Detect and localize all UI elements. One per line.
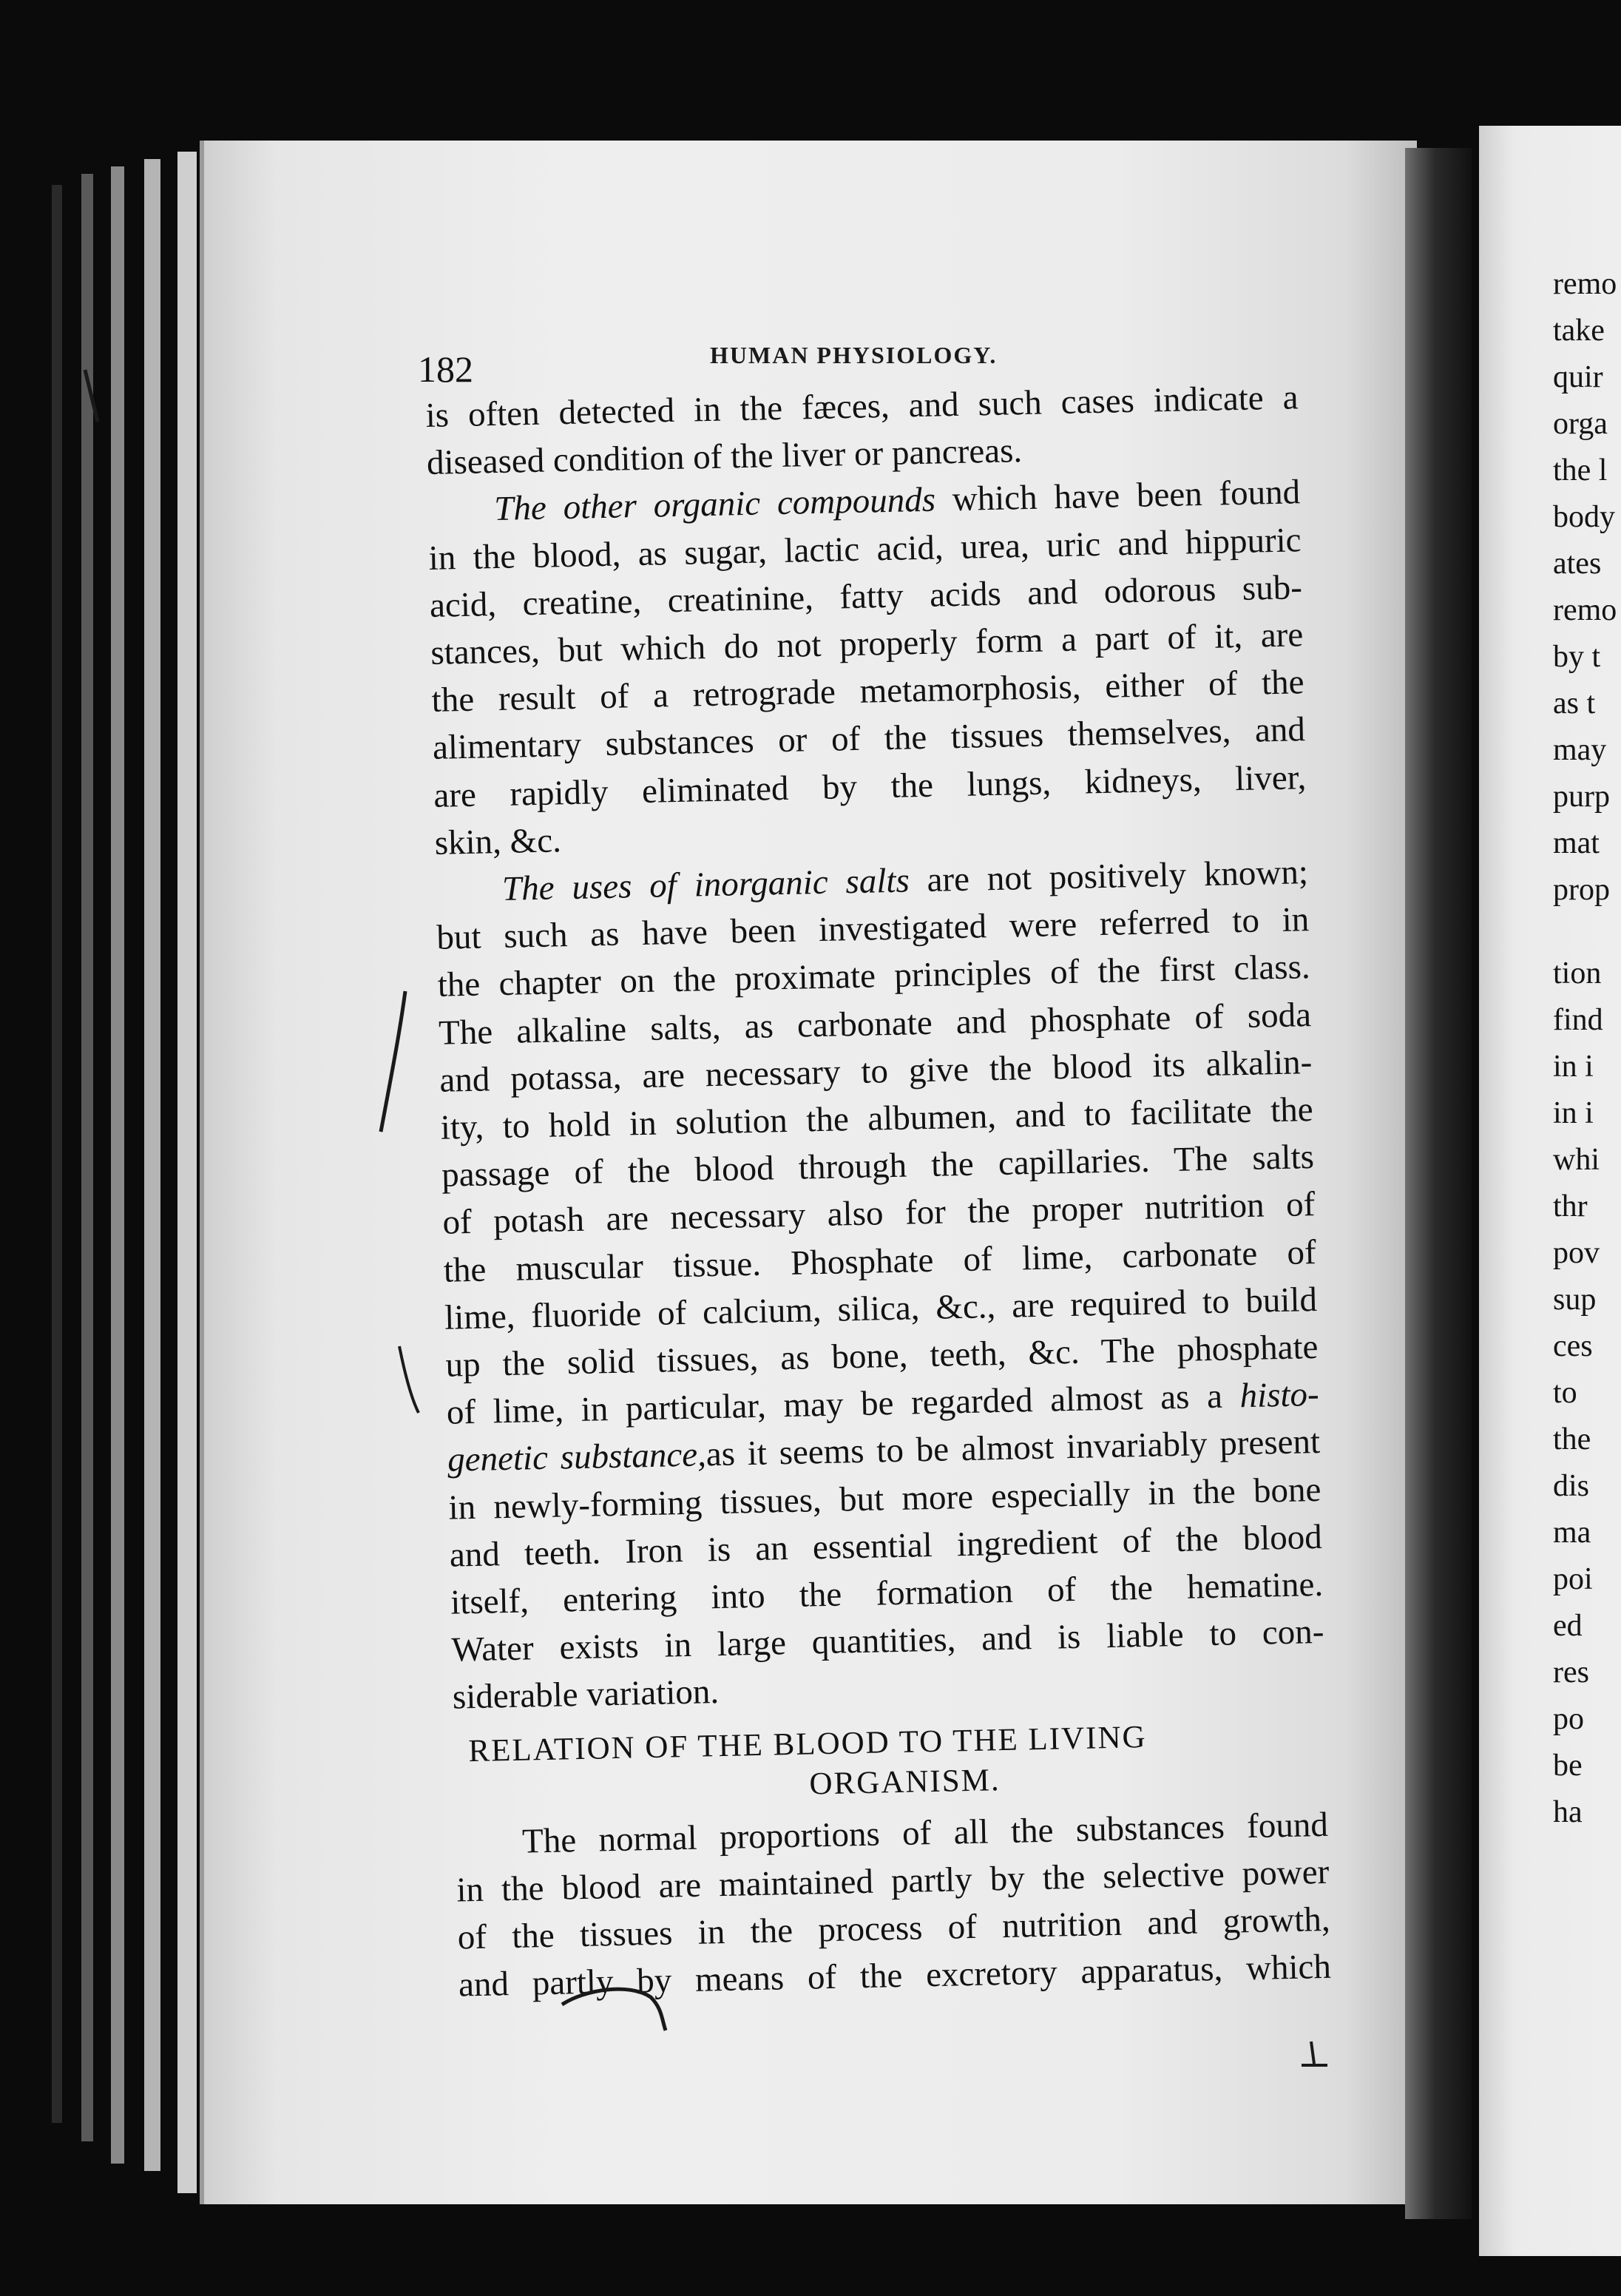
facing-page-fragment: ces — [1553, 1329, 1593, 1363]
page-edge — [177, 152, 197, 2193]
text-span: are not positively known; — [909, 853, 1309, 900]
text-line: acid, creatine, creatinine, fatty acids and odorous sub- — [429, 568, 1303, 625]
facing-page — [1479, 126, 1621, 2256]
text-line: and potassa, are necessary to give the blood its alkalin- — [439, 1042, 1313, 1100]
facing-page-fragment: purp — [1553, 780, 1610, 814]
facing-page-fragment: orga — [1553, 407, 1608, 441]
facing-page-fragment: sup — [1553, 1283, 1597, 1317]
text-line: ity, to hold in solution the albumen, and to facilitate the — [440, 1090, 1314, 1147]
facing-page-fragment: the — [1553, 1422, 1591, 1456]
text-line: but such as have been investigated were referred to in — [436, 900, 1310, 958]
text-line: and teeth. Iron is an essential ingredient of the blood — [449, 1517, 1323, 1575]
text-line: are rapidly eliminated by the lungs, kidneys, liver, — [433, 757, 1307, 815]
section-heading-continued: ORGANISM. — [809, 1762, 1001, 1802]
section-heading: RELATION OF THE BLOOD TO THE LIVING — [467, 1719, 1148, 1769]
italic-term: genetic substance, — [447, 1435, 707, 1480]
facing-page-fragment: whi — [1553, 1143, 1600, 1177]
text-line: skin, &c. — [434, 821, 562, 862]
facing-page-fragment: po — [1553, 1702, 1584, 1736]
text-line: and partly by means of the excretory apparatus, which — [458, 1948, 1332, 2005]
text-line: Water exists in large quantities, and is liable to con- — [451, 1613, 1324, 1669]
facing-page-fragment: ma — [1553, 1516, 1591, 1550]
facing-page-fragment: ed — [1553, 1609, 1583, 1643]
running-title: HUMAN PHYSIOLOGY. — [710, 342, 998, 368]
text-line: the result of a retrograde metamorphosis, either of the — [431, 663, 1305, 720]
italic-lead: The uses of inorganic salts — [501, 861, 910, 908]
text-line: the muscular tissue. Phosphate of lime, carbonate of — [443, 1232, 1317, 1290]
text-line: siderable variation. — [452, 1672, 720, 1718]
facing-page-fragment: quir — [1553, 360, 1603, 394]
facing-page-fragment: ha — [1553, 1795, 1583, 1829]
page-number: 182 — [418, 348, 473, 390]
facing-page-fragment: body — [1553, 500, 1615, 534]
page-body — [425, 374, 1332, 2009]
text-line: up the solid tissues, as bone, teeth, &c. The phosphate — [445, 1328, 1319, 1385]
facing-page-fragment: pov — [1553, 1236, 1600, 1270]
facing-page-fragment: by t — [1553, 640, 1601, 674]
book-gutter — [1405, 148, 1472, 2219]
facing-page-fragment: the l — [1553, 453, 1608, 487]
facing-page-fragment: dis — [1553, 1469, 1590, 1503]
paragraph-2 — [427, 469, 1307, 867]
page-edge — [111, 166, 124, 2164]
facing-page-fragment: be — [1553, 1749, 1583, 1783]
text-line: is often detected in the fæces, and such cases indicate a — [425, 378, 1299, 435]
facing-page-fragment: in i — [1553, 1096, 1594, 1130]
paragraph-1 — [425, 374, 1299, 487]
text-line: diseased condition of the liver or pancreas. — [426, 431, 1023, 483]
italic-term: histo- — [1239, 1375, 1320, 1416]
page-edge — [144, 159, 160, 2171]
facing-page-fragment: res — [1553, 1655, 1589, 1689]
page-edge — [52, 185, 62, 2123]
text-span: as it seems to be almost invariably present — [705, 1422, 1321, 1474]
facing-page-fragment: prop — [1553, 873, 1610, 907]
facing-page-fragment: mat — [1553, 826, 1600, 860]
text-span: of lime, in particular, may be regarded almost as a — [446, 1377, 1241, 1432]
facing-page-fragment: take — [1553, 314, 1605, 348]
facing-page-fragment: remo — [1553, 593, 1617, 627]
text-line: passage of the blood through the capillaries. The salts — [441, 1138, 1315, 1195]
facing-page-fragment: thr — [1553, 1189, 1588, 1223]
paragraph-3 — [435, 848, 1325, 1721]
text-line: The normal proportions of all the substances found — [521, 1805, 1329, 1861]
italic-lead: The other organic compounds — [493, 480, 936, 529]
facing-page-fragment: as t — [1553, 686, 1596, 720]
facing-page-fragment: in i — [1553, 1050, 1594, 1084]
text-line: in the blood are maintained partly by the selective power — [456, 1852, 1330, 1910]
facing-page-fragment: may — [1553, 733, 1607, 767]
text-line: stances, but which do not properly form a part of it, are — [430, 615, 1304, 672]
text-line: in the blood, as sugar, lactic acid, urea, uric and hippuric — [428, 520, 1302, 578]
text-line: lime, fluoride of calcium, silica, &c., are required to build — [444, 1280, 1318, 1337]
facing-page-fragment: poi — [1553, 1562, 1593, 1596]
facing-page-fragment: to — [1553, 1376, 1577, 1410]
text-line: itself, entering into the formation of the hematine. — [450, 1565, 1324, 1622]
text-line: of potash are necessary also for the proper nutrition of — [441, 1185, 1316, 1243]
text-span: which have been found — [935, 473, 1301, 519]
facing-page-fragment: ates — [1553, 547, 1602, 581]
facing-page-fragment: remo — [1553, 267, 1617, 301]
text-line: in newly-forming tissues, but more especially in the bone — [448, 1470, 1321, 1527]
facing-page-fragment: find — [1553, 1003, 1603, 1037]
page-edge — [81, 174, 93, 2141]
text-line: The alkaline salts, as carbonate and phosphate of soda — [438, 995, 1312, 1053]
text-line: of the tissues in the process of nutrition and growth, — [457, 1900, 1331, 1957]
facing-page-fragment: tion — [1553, 956, 1602, 990]
paragraph-4 — [455, 1801, 1331, 2009]
text-line: the chapter on the proximate principles of the first class. — [437, 948, 1311, 1005]
text-line: alimentary substances or of the tissues themselves, and — [432, 710, 1306, 768]
